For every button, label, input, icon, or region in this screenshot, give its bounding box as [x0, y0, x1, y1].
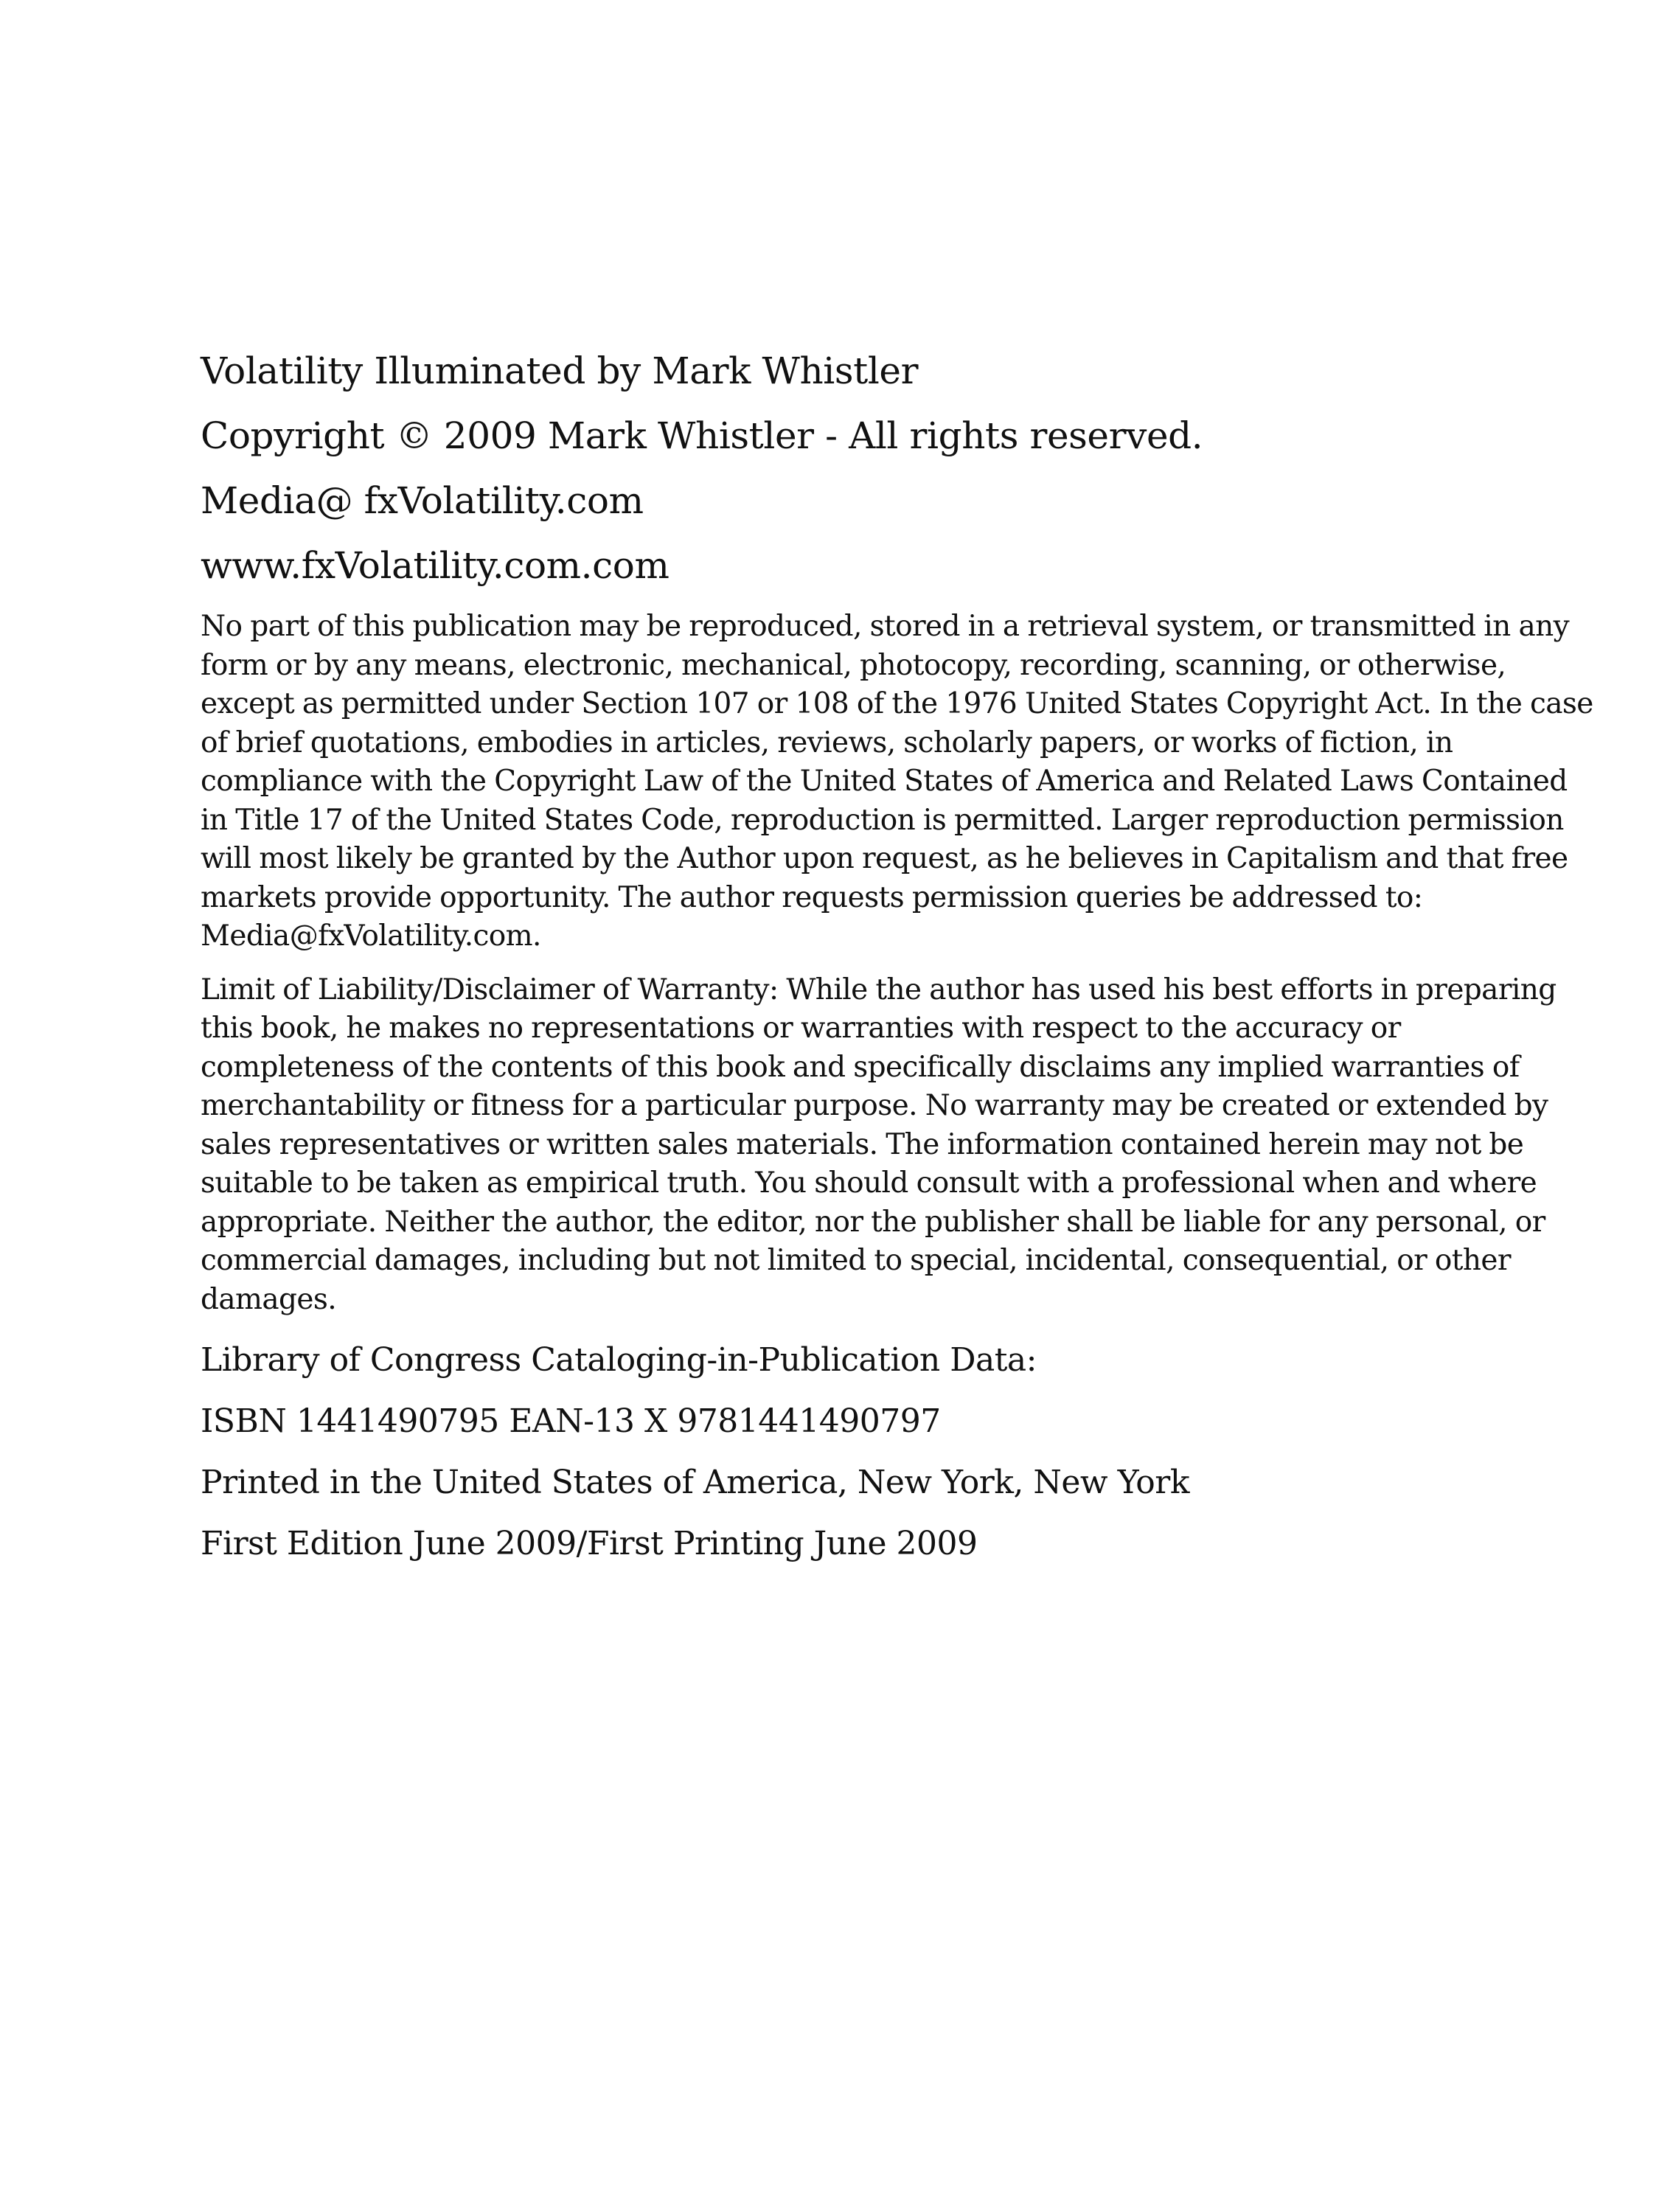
edition-line: First Edition June 2009/First Printing June 2009: [201, 1525, 978, 1562]
liability-line: appropriate. Neither the author, the editor, nor the publisher shall be liable for any personal, or: [201, 1205, 1545, 1239]
isbn-line: ISBN 1441490795 EAN-13 X 9781441490797: [201, 1402, 941, 1440]
rights-line: will most likely be granted by the Author upon request, as he believes in Capitalism and that free: [201, 842, 1568, 875]
rights-line: of brief quotations, embodies in articles, reviews, scholarly papers, or works of fiction, in: [201, 726, 1453, 759]
liability-line: merchantability or fitness for a particular purpose. No warranty may be created or extended by: [201, 1089, 1548, 1122]
rights-line: compliance with the Copyright Law of the United States of America and Related Laws Contained: [201, 765, 1568, 798]
liability-line: damages.: [201, 1282, 337, 1316]
page-content: [201, 348, 1593, 1585]
liability-paragraph: [201, 971, 1557, 1320]
rights-line: No part of this publication may be reproduced, stored in a retrieval system, or transmitted in any: [201, 610, 1570, 643]
liability-line: Limit of Liability/Disclaimer of Warranty: While the author has used his best efforts in preparing: [201, 973, 1557, 1006]
rights-line: in Title 17 of the United States Code, reproduction is permitted. Larger reproduction permission: [201, 803, 1564, 837]
liability-line: sales representatives or written sales materials. The information contained herein may not be: [201, 1127, 1524, 1161]
publication-details: [201, 1340, 1543, 1565]
rights-line: Media@fxVolatility.com.: [201, 919, 541, 953]
printed-line: Printed in the United States of America, New York, New York: [201, 1464, 1189, 1501]
rights-line: form or by any means, electronic, mechanical, photocopy, recording, scanning, or otherwise,: [201, 648, 1506, 682]
copyright-line: Copyright © 2009 Mark Whistler - All rights reserved.: [201, 414, 1203, 457]
liability-line: commercial damages, including but not limited to special, incidental, consequential, or other: [201, 1244, 1511, 1277]
rights-paragraph: [201, 608, 1593, 956]
rights-line: markets provide opportunity. The author requests permission queries be addressed to:: [201, 880, 1423, 914]
website-url: www.fxVolatility.com.com: [201, 544, 669, 587]
media-email: Media@ fxVolatility.com: [201, 479, 644, 522]
liability-line: suitable to be taken as empirical truth. You should consult with a professional when and where: [201, 1166, 1537, 1200]
liability-line: this book, he makes no representations or warranties with respect to the accuracy or: [201, 1012, 1401, 1045]
liability-line: completeness of the contents of this book and specifically disclaims any implied warranties of: [201, 1050, 1520, 1084]
rights-line: except as permitted under Section 107 or 108 of the 1976 United States Copyright Act. In the case: [201, 687, 1593, 720]
cataloging-line: Library of Congress Cataloging-in-Publication Data:: [201, 1341, 1037, 1379]
book-title-line: Volatility Illuminated by Mark Whistler: [201, 349, 919, 392]
